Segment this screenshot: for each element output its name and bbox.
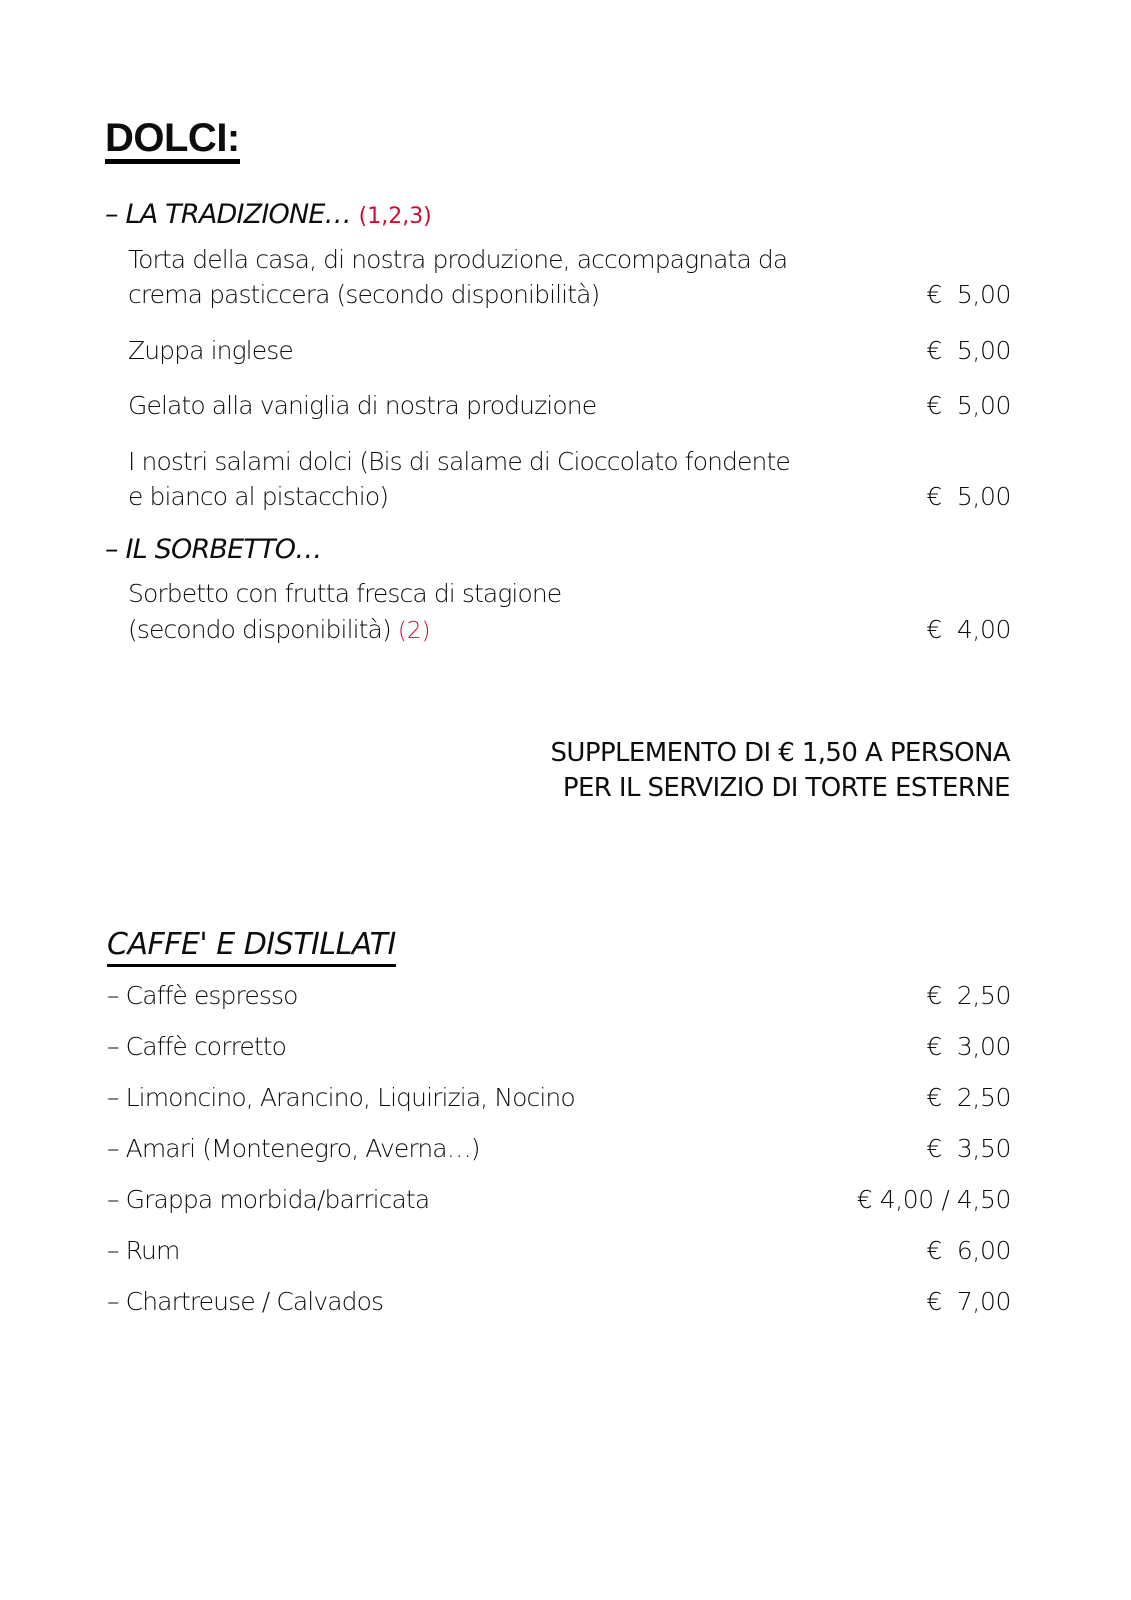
menu-item-text [128,388,1026,424]
drink-row [105,981,1026,1011]
dessert-section-heading-label: – LA TRADIZIONE… [105,199,351,230]
dessert-sections [105,200,1026,648]
external-cake-service-notice [105,736,1026,808]
menu-item-text [128,333,1026,369]
menu-item [105,333,1026,369]
menu-item-line-label: e bianco al pistacchio) [128,482,389,512]
menu-item-line-label: Zuppa inglese [128,335,293,365]
menu-item-line [128,388,1026,424]
menu-item-price: € 5,00 [926,482,1011,512]
drink-label: – Rum [107,1236,180,1266]
dessert-item-list [105,242,1026,515]
drink-label: – Caffè corretto [107,1032,287,1062]
drink-label: – Grappa morbida/barricata [107,1185,430,1215]
drink-price: € 6,00 [926,1236,1011,1266]
menu-item-text [128,576,1026,647]
menu-item-line-label: I nostri salami dolci (Bis di salame di Cioccolato fondente [128,446,790,476]
menu-item-line-label: crema pasticcera (secondo disponibilità) [128,280,600,310]
menu-item-line-label: Gelato alla vaniglia di nostra produzione [128,391,597,421]
menu-item-line [128,242,1026,278]
menu-item-text [128,444,1026,515]
drink-price: € 2,50 [926,1083,1011,1113]
drink-row [105,1185,1026,1215]
dessert-item-list [105,576,1026,647]
menu-item [105,242,1026,313]
drinks-section-heading: CAFFE' E DISTILLATI [107,927,396,967]
drinks-list [105,981,1026,1317]
menu-item-price: € 5,00 [926,280,1011,310]
dessert-section-heading-label: – IL SORBETTO… [105,533,322,565]
menu-item-line [128,576,1026,612]
allergen-note: (2) [397,617,431,644]
menu-item-line [128,444,1026,480]
menu-item-text [128,242,1026,313]
menu-item-line [128,479,1026,515]
drink-label: – Limoncino, Arancino, Liquirizia, Nocino [107,1083,575,1113]
menu-item-line [128,333,1026,369]
menu-item-price: € 4,00 [926,614,1011,644]
drink-row [105,1032,1026,1062]
drink-row [105,1083,1026,1113]
menu-item-line-label: (secondo disponibilità) [128,614,391,644]
notice-line-1: SUPPLEMENTO DI € 1,50 A PERSONA [550,737,1010,768]
allergen-note: (1,2,3) [358,204,432,229]
drink-price: € 3,50 [926,1134,1011,1164]
page-title: DOLCI: [105,118,240,164]
dessert-section [105,200,1026,515]
drink-price: € 4,00 / 4,50 [856,1185,1011,1215]
menu-item [105,444,1026,515]
dessert-section-heading [105,200,1026,230]
drink-row [105,1236,1026,1266]
menu-item-price: € 5,00 [926,391,1011,421]
drink-price: € 2,50 [926,981,1011,1011]
drinks-section [105,927,1026,1317]
menu-item-line [128,277,1026,313]
menu-item-price: € 5,00 [926,335,1011,365]
drink-row [105,1287,1026,1317]
menu-item-line-label: Torta della casa, di nostra produzione, accompagnata da [128,244,788,274]
menu-item-line [128,612,1026,648]
drink-price: € 7,00 [926,1287,1011,1317]
drink-label: – Amari (Montenegro, Averna…) [107,1134,480,1164]
drink-label: – Caffè espresso [107,981,298,1011]
menu-item [105,576,1026,647]
drink-row [105,1134,1026,1164]
menu-item [105,388,1026,424]
drink-label: – Chartreuse / Calvados [107,1287,384,1317]
dessert-section [105,535,1026,648]
drink-price: € 3,00 [926,1032,1011,1062]
menu-item-line-label: Sorbetto con frutta fresca di stagione [128,579,562,609]
dessert-section-heading [105,535,1026,565]
notice-line-2: PER IL SERVIZIO DI TORTE ESTERNE [562,773,1010,804]
